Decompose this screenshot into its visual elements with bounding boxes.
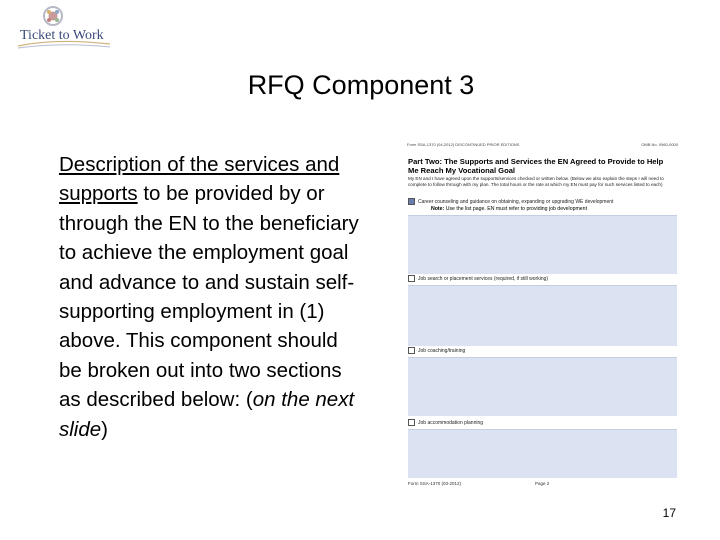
checkbox-icon [408, 347, 415, 354]
body-italic-phrase: on the next slide [59, 388, 355, 441]
form-item-label: Job accommodation planning [418, 419, 484, 426]
checkbox-icon [408, 419, 415, 426]
page-number: 17 [662, 506, 676, 520]
checkbox-checked-icon [408, 198, 415, 205]
slide-title-text: RFQ Component 3 [247, 70, 475, 100]
form-header [407, 142, 678, 148]
form-header-left: Form SSA-1370 (04-2012) DISCONTINUED PRIOR EDITIONS [407, 142, 520, 147]
form-footer-left: Form SSA-1370 (03-2012) [408, 481, 462, 486]
form-note [431, 206, 587, 212]
form-text-field [408, 285, 677, 346]
slide-body-text [59, 150, 359, 444]
form-note-label: Note: [431, 206, 445, 212]
form-intro: My EN and I have agreed upon the supports/services checked or written below. (Below we also explain the steps I will need to complete to follow through with my plan. The total hours or the rate at which my EN must pay for such services listed to each) [408, 176, 664, 187]
form-item-label: Job search or placement services (required, if still working) [418, 275, 549, 282]
form-item-job-search [408, 275, 548, 282]
logo-text: Ticket to Work [20, 28, 104, 43]
form-text-field [408, 429, 677, 478]
form-part-title: Part Two: The Supports and Services the EN Agreed to Provide to Help Me Reach My Vocational Goal [408, 157, 664, 175]
form-text-field [408, 215, 677, 274]
form-item-label: Career counseling and guidance on obtaining, expanding or upgrading WE development [418, 198, 614, 205]
form-item-career-counseling [408, 198, 613, 205]
form-footer [408, 481, 677, 486]
ticket-to-work-logo [8, 4, 108, 48]
form-item-job-coaching [408, 347, 465, 354]
form-header-right: OMB No. 0960-0000 [641, 142, 678, 147]
body-end-text: ) [101, 417, 108, 441]
slide-title [0, 70, 720, 101]
form-item-job-accommodation [408, 419, 483, 426]
form-footer-right: Page 2 [535, 481, 550, 486]
form-note-text: Use the list page. EN must refer to providing job development [445, 206, 588, 212]
body-underlined-phrase: Description of the services and supports [59, 153, 340, 206]
form-text-field [408, 357, 677, 416]
body-main-text: to be provided by or through the EN to the beneficiary to achieve the employment goal and advance to and sustain self-supporting employment in (1) above. This component should be broken out into two sections as described below: ( [59, 182, 359, 412]
checkbox-icon [408, 275, 415, 282]
logo-swoosh-icon [16, 36, 112, 50]
form-item-label: Job coaching/training [418, 347, 466, 354]
form-thumbnail [405, 140, 680, 490]
